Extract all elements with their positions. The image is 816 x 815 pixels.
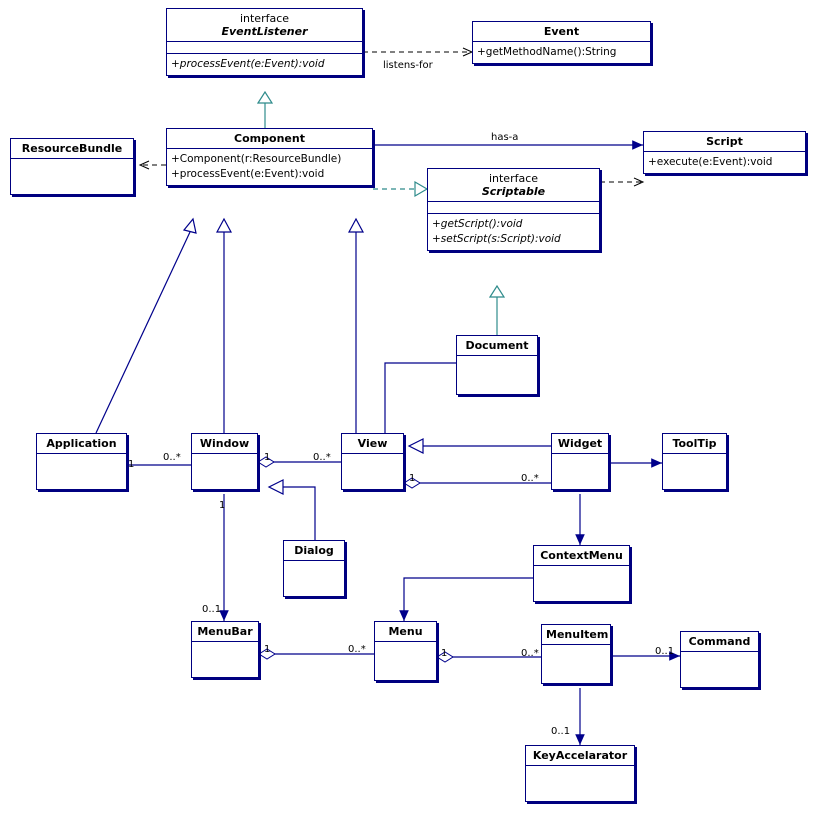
class-title-component: Component <box>234 132 305 145</box>
operation: +getScript():void <box>432 218 523 230</box>
class-box-resourcebundle[interactable] <box>10 138 134 195</box>
class-body-contextmenu <box>534 566 629 601</box>
class-attributes-eventlistener <box>167 42 362 53</box>
class-body-menu <box>375 642 436 680</box>
class-body-widget <box>552 454 608 489</box>
class-body-command <box>681 652 758 687</box>
class-title-dialog: Dialog <box>294 544 334 557</box>
class-operations-script <box>644 152 805 173</box>
edge-label-window-view-many: 0..* <box>313 452 331 463</box>
class-box-event[interactable] <box>472 21 651 64</box>
class-title-document: Document <box>465 339 529 352</box>
edge-label-menubar-one: 1 <box>264 644 271 655</box>
class-title-application: Application <box>46 437 117 450</box>
class-body-view <box>342 454 403 489</box>
class-box-eventlistener[interactable] <box>166 8 363 76</box>
class-operations-eventlistener <box>167 54 362 75</box>
class-box-widget[interactable] <box>551 433 609 490</box>
edge-label-view-widget-one: 1 <box>409 473 416 484</box>
class-box-window[interactable] <box>191 433 258 490</box>
class-box-document[interactable] <box>456 335 538 395</box>
edge-label-window-view-one: 1 <box>264 452 271 463</box>
class-title-menu: Menu <box>388 625 423 638</box>
edge-label-menu-one: 1 <box>441 648 448 659</box>
edge-label-menuitem-many: 0..* <box>521 648 539 659</box>
class-box-view[interactable] <box>341 433 404 490</box>
class-title-event: Event <box>543 25 580 38</box>
class-operations-scriptable <box>428 214 599 250</box>
class-box-menu[interactable] <box>374 621 437 681</box>
edge-label-view-widget-many: 0..* <box>521 473 539 484</box>
class-body-document <box>457 356 537 394</box>
edge-label-keyaccel-mult: 0..1 <box>551 726 571 737</box>
edge-label-application-window-one: 1 <box>128 459 135 470</box>
class-title-contextmenu: ContextMenu <box>540 549 623 562</box>
class-title-view: View <box>357 437 388 450</box>
class-box-script[interactable] <box>643 131 806 174</box>
edge-label-menu-many: 0..* <box>348 644 366 655</box>
class-title-resourcebundle: ResourceBundle <box>21 142 123 155</box>
edge-label-application-window-many: 0..* <box>163 452 181 463</box>
class-body-keyaccelarator <box>526 766 634 801</box>
class-title-keyaccelarator: KeyAccelarator <box>532 749 628 762</box>
class-title-window: Window <box>199 437 250 450</box>
class-body-application <box>37 454 126 489</box>
class-box-menuitem[interactable] <box>541 624 611 684</box>
class-title-menubar: MenuBar <box>197 625 253 638</box>
class-attributes-scriptable <box>428 202 599 213</box>
class-box-keyaccelarator[interactable] <box>525 745 635 802</box>
edge-label-listens-for: listens-for <box>383 60 433 71</box>
class-box-scriptable[interactable] <box>427 168 600 251</box>
class-title-scriptable: Scriptable <box>481 185 546 198</box>
class-operations-event <box>473 42 650 63</box>
class-body-tooltip <box>663 454 726 489</box>
class-body-menubar <box>192 642 258 677</box>
class-body-resourcebundle <box>11 159 133 194</box>
edge-label-command-mult: 0..1 <box>655 646 675 657</box>
class-box-component[interactable] <box>166 128 373 186</box>
class-stereotype-scriptable: interface <box>488 172 539 185</box>
operation: +setScript(s:Script):void <box>432 233 561 245</box>
class-box-dialog[interactable] <box>283 540 345 597</box>
class-box-application[interactable] <box>36 433 127 490</box>
class-box-menubar[interactable] <box>191 621 259 678</box>
operation: +execute(e:Event):void <box>648 156 773 168</box>
class-box-contextmenu[interactable] <box>533 545 630 602</box>
class-operations-component <box>167 149 372 185</box>
class-title-script: Script <box>706 135 743 148</box>
class-title-eventlistener: EventListener <box>221 25 308 38</box>
operation: +processEvent(e:Event):void <box>171 168 325 180</box>
class-body-menuitem <box>542 645 610 683</box>
edge-label-window-menubar-one: 1 <box>219 500 226 511</box>
class-box-tooltip[interactable] <box>662 433 727 490</box>
edge-label-has-a: has-a <box>491 132 519 143</box>
class-title-widget: Widget <box>557 437 603 450</box>
class-title-tooltip: ToolTip <box>672 437 717 450</box>
class-title-menuitem: MenuItem <box>546 628 609 641</box>
class-box-command[interactable] <box>680 631 759 688</box>
operation: +Component(r:ResourceBundle) <box>171 153 342 165</box>
class-stereotype-eventlistener: interface <box>239 12 290 25</box>
class-title-command: Command <box>688 635 751 648</box>
operation: +processEvent(e:Event):void <box>171 58 325 70</box>
class-body-window <box>192 454 257 489</box>
class-body-dialog <box>284 561 344 596</box>
edge-label-menubar-mult: 0..1 <box>202 604 222 615</box>
operation: +getMethodName():String <box>477 46 617 58</box>
